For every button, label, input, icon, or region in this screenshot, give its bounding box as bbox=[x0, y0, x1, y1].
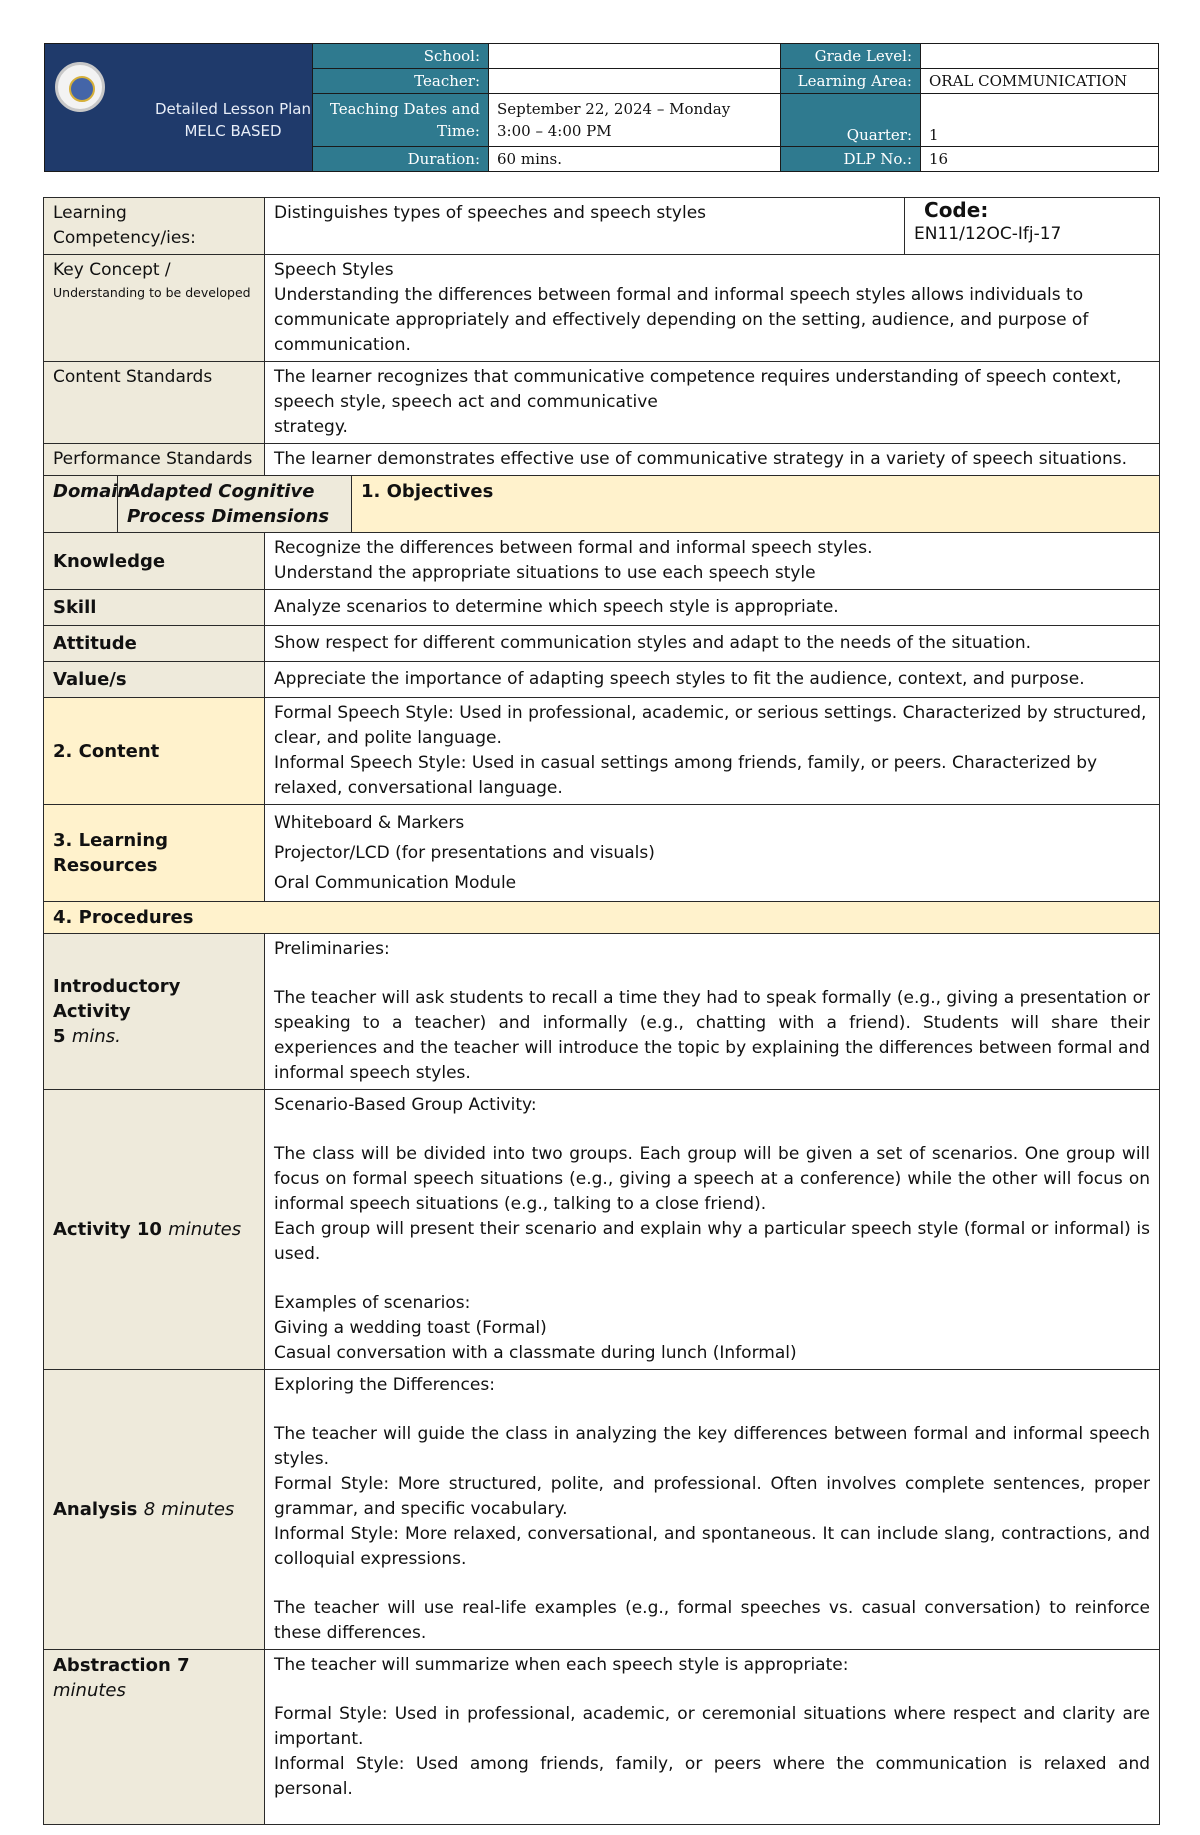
objective-label-skill: Skill bbox=[44, 590, 265, 626]
lesson-plan-table bbox=[43, 197, 1160, 1825]
analysis-time: 8 bbox=[143, 1499, 156, 1520]
objective-row bbox=[44, 590, 1160, 626]
introductory-activity-label-cell bbox=[44, 934, 265, 1090]
content-label: 2. Content bbox=[44, 698, 265, 805]
introductory-activity-content bbox=[265, 934, 1160, 1090]
content-standards-line-1: The learner recognizes that communicative competence requires understanding of speech context, speech style, speech act and communicative bbox=[274, 367, 1122, 412]
objective-row bbox=[44, 533, 1160, 590]
analysis-text-1: The teacher will guide the class in analyzing the key differences between formal and informal speech styles. bbox=[274, 1424, 1151, 1469]
competency-text: Distinguishes types of speeches and speech styles bbox=[265, 198, 905, 255]
performance-standards-row bbox=[44, 444, 1160, 476]
code-label: Code: bbox=[924, 198, 989, 222]
analysis-text-3: Informal Style: More relaxed, conversational, and spontaneous. It can include slang, contractions, and colloquial expressions. bbox=[274, 1524, 1151, 1569]
content-standards-content bbox=[265, 362, 1160, 444]
activity-examples-heading: Examples of scenarios: bbox=[274, 1293, 471, 1313]
objectives-header-row bbox=[44, 476, 1160, 533]
activity-example-2: Casual conversation with a classmate during lunch (Informal) bbox=[274, 1343, 797, 1363]
objectives-title: 1. Objectives bbox=[352, 476, 1160, 533]
performance-standards-text: The learner demonstrates effective use of communicative strategy in a variety of speech situations. bbox=[265, 444, 1160, 476]
key-concept-content bbox=[265, 255, 1160, 362]
cognitive-dimensions-header: Adapted Cognitive Process Dimensions bbox=[118, 476, 352, 533]
key-concept-label-cell bbox=[44, 255, 265, 362]
brand-line-2: MELC BASED bbox=[184, 122, 282, 140]
brand-line-1: Detailed Lesson Plan bbox=[154, 100, 312, 118]
resources-list bbox=[265, 805, 1160, 902]
content-formal: Formal Speech Style: Used in professional, academic, or serious settings. Characterized by structured, clear, and polite language. bbox=[274, 703, 1147, 748]
objective-label-values: Value/s bbox=[44, 662, 265, 698]
activity-label: Activity bbox=[53, 1219, 131, 1240]
objective-row bbox=[44, 626, 1160, 662]
analysis-row bbox=[44, 1370, 1160, 1650]
duration-label: Duration: bbox=[313, 147, 489, 172]
teaching-dates-value bbox=[489, 94, 781, 147]
activity-label-cell bbox=[44, 1090, 265, 1370]
key-concept-label: Key Concept / bbox=[53, 260, 171, 280]
introductory-activity-time-unit: mins. bbox=[71, 1026, 121, 1047]
abstraction-content bbox=[265, 1650, 1160, 1825]
abstraction-heading: The teacher will summarize when each speech style is appropriate: bbox=[274, 1655, 849, 1675]
key-concept-text: Understanding the differences between formal and informal speech styles allows individuals to communicate appropriately and effectively depending on the setting, audience, and purpose of communication. bbox=[274, 285, 1089, 355]
activity-row bbox=[44, 1090, 1160, 1370]
introductory-text: The teacher will ask students to recall a time they had to speak formally (e.g., giving a presentation or speaking to a teacher) and informally (e.g., chatting with a friend). Students will share their experiences and the teacher will introduce the topic by explaining the differences between formal and informal speech styles. bbox=[274, 988, 1151, 1083]
objective-row bbox=[44, 662, 1160, 698]
grade-level-value bbox=[921, 44, 1159, 69]
content-standards-row bbox=[44, 362, 1160, 444]
performance-standards-label: Performance Standards bbox=[44, 444, 265, 476]
activity-example-1: Giving a wedding toast (Formal) bbox=[274, 1318, 547, 1338]
header-brand bbox=[45, 44, 313, 172]
analysis-text-2: Formal Style: More structured, polite, and professional. Often involves complete sentences, proper grammar, and specific vocabulary. bbox=[274, 1474, 1151, 1519]
content-text bbox=[265, 698, 1160, 805]
introductory-activity-label: Introductory Activity bbox=[53, 976, 181, 1022]
objective-knowledge-line-2: Understand the appropriate situations to use each speech style bbox=[274, 563, 816, 583]
resources-label: 3. Learning Resources bbox=[44, 805, 265, 902]
analysis-content bbox=[265, 1370, 1160, 1650]
teacher-value bbox=[489, 69, 781, 94]
introductory-activity-row bbox=[44, 934, 1160, 1090]
content-row bbox=[44, 698, 1160, 805]
grade-level-label: Grade Level: bbox=[781, 44, 921, 69]
content-standards-label: Content Standards bbox=[44, 362, 265, 444]
activity-content bbox=[265, 1090, 1160, 1370]
abstraction-text-2: Informal Style: Used among friends, family, or peers where the communication is relaxed and personal. bbox=[274, 1754, 1151, 1799]
analysis-label: Analysis bbox=[53, 1499, 138, 1520]
domain-header: Domain bbox=[44, 476, 118, 533]
abstraction-time: 7 bbox=[177, 1655, 190, 1676]
resource-item: Whiteboard & Markers bbox=[274, 813, 465, 833]
activity-text-1: The class will be divided into two groups. Each group will be given a set of scenarios. One group will focus on formal speech situations (e.g., giving a speech at a conference) while the other will focus on informal speech situations (e.g., talking to a close friend). bbox=[274, 1144, 1151, 1214]
key-concept-title: Speech Styles bbox=[274, 260, 394, 280]
introductory-heading: Preliminaries: bbox=[274, 939, 390, 959]
header-table bbox=[44, 43, 1159, 172]
objective-label-knowledge: Knowledge bbox=[44, 533, 265, 590]
teaching-date: September 22, 2024 – Monday bbox=[497, 100, 731, 118]
objective-text-skill: Analyze scenarios to determine which speech style is appropriate. bbox=[265, 590, 1160, 626]
resource-item: Projector/LCD (for presentations and visuals) bbox=[274, 843, 655, 863]
school-value bbox=[489, 44, 781, 69]
abstraction-label: Abstraction bbox=[53, 1655, 171, 1676]
code-value: EN11/12OC-Ifj-17 bbox=[914, 224, 1062, 244]
content-standards-line-2: strategy. bbox=[274, 417, 348, 437]
duration-value: 60 mins. bbox=[489, 147, 781, 172]
analysis-heading: Exploring the Differences: bbox=[274, 1375, 495, 1395]
objective-label-attitude: Attitude bbox=[44, 626, 265, 662]
abstraction-time-unit: minutes bbox=[53, 1680, 126, 1701]
objective-knowledge-line-1: Recognize the differences between formal and informal speech styles. bbox=[274, 538, 873, 558]
objective-text-attitude: Show respect for different communication styles and adapt to the needs of the situation. bbox=[265, 626, 1160, 662]
competency-row bbox=[44, 198, 1160, 255]
activity-time: 10 bbox=[136, 1219, 162, 1240]
competency-code bbox=[905, 198, 1160, 255]
abstraction-row bbox=[44, 1650, 1160, 1825]
learning-area-value: ORAL COMMUNICATION bbox=[921, 69, 1159, 94]
procedures-title: 4. Procedures bbox=[44, 902, 1160, 934]
activity-heading: Scenario-Based Group Activity: bbox=[274, 1095, 537, 1115]
activity-time-unit: minutes bbox=[168, 1219, 242, 1240]
analysis-label-cell bbox=[44, 1370, 265, 1650]
key-concept-row bbox=[44, 255, 1160, 362]
brand-title bbox=[133, 98, 313, 142]
analysis-time-unit: minutes bbox=[161, 1499, 235, 1520]
objective-text-knowledge bbox=[265, 533, 1160, 590]
abstraction-text-1: Formal Style: Used in professional, academic, or ceremonial situations where respect and clarity are important. bbox=[274, 1704, 1151, 1749]
dlp-number-value: 16 bbox=[921, 147, 1159, 172]
dlp-number-label: DLP No.: bbox=[781, 147, 921, 172]
key-concept-sublabel: Understanding to be developed bbox=[53, 285, 251, 300]
abstraction-label-cell bbox=[44, 1650, 265, 1825]
objective-text-values: Appreciate the importance of adapting speech styles to fit the audience, context, and purpose. bbox=[265, 662, 1160, 698]
quarter-label: Quarter: bbox=[781, 94, 921, 147]
teaching-time: 3:00 – 4:00 PM bbox=[497, 122, 612, 140]
teacher-label: Teacher: bbox=[313, 69, 489, 94]
activity-text-2: Each group will present their scenario and explain why a particular speech style (formal or informal) is used. bbox=[274, 1219, 1151, 1264]
learning-area-label: Learning Area: bbox=[781, 69, 921, 94]
school-label: School: bbox=[313, 44, 489, 69]
competency-label: Learning Competency/ies: bbox=[44, 198, 265, 255]
content-informal: Informal Speech Style: Used in casual settings among friends, family, or peers. Characterized by relaxed, conversational language. bbox=[274, 753, 1098, 798]
procedures-header-row bbox=[44, 902, 1160, 934]
introductory-activity-time: 5 bbox=[53, 1026, 66, 1047]
quarter-value: 1 bbox=[921, 94, 1159, 147]
deped-seal-icon bbox=[55, 62, 105, 112]
analysis-text-4: The teacher will use real-life examples (e.g., formal speeches vs. casual conversation) to reinforce these differences. bbox=[274, 1598, 1151, 1643]
resources-row bbox=[44, 805, 1160, 902]
teaching-dates-label: Teaching Dates and Time: bbox=[313, 94, 489, 147]
resource-item: Oral Communication Module bbox=[274, 873, 517, 893]
